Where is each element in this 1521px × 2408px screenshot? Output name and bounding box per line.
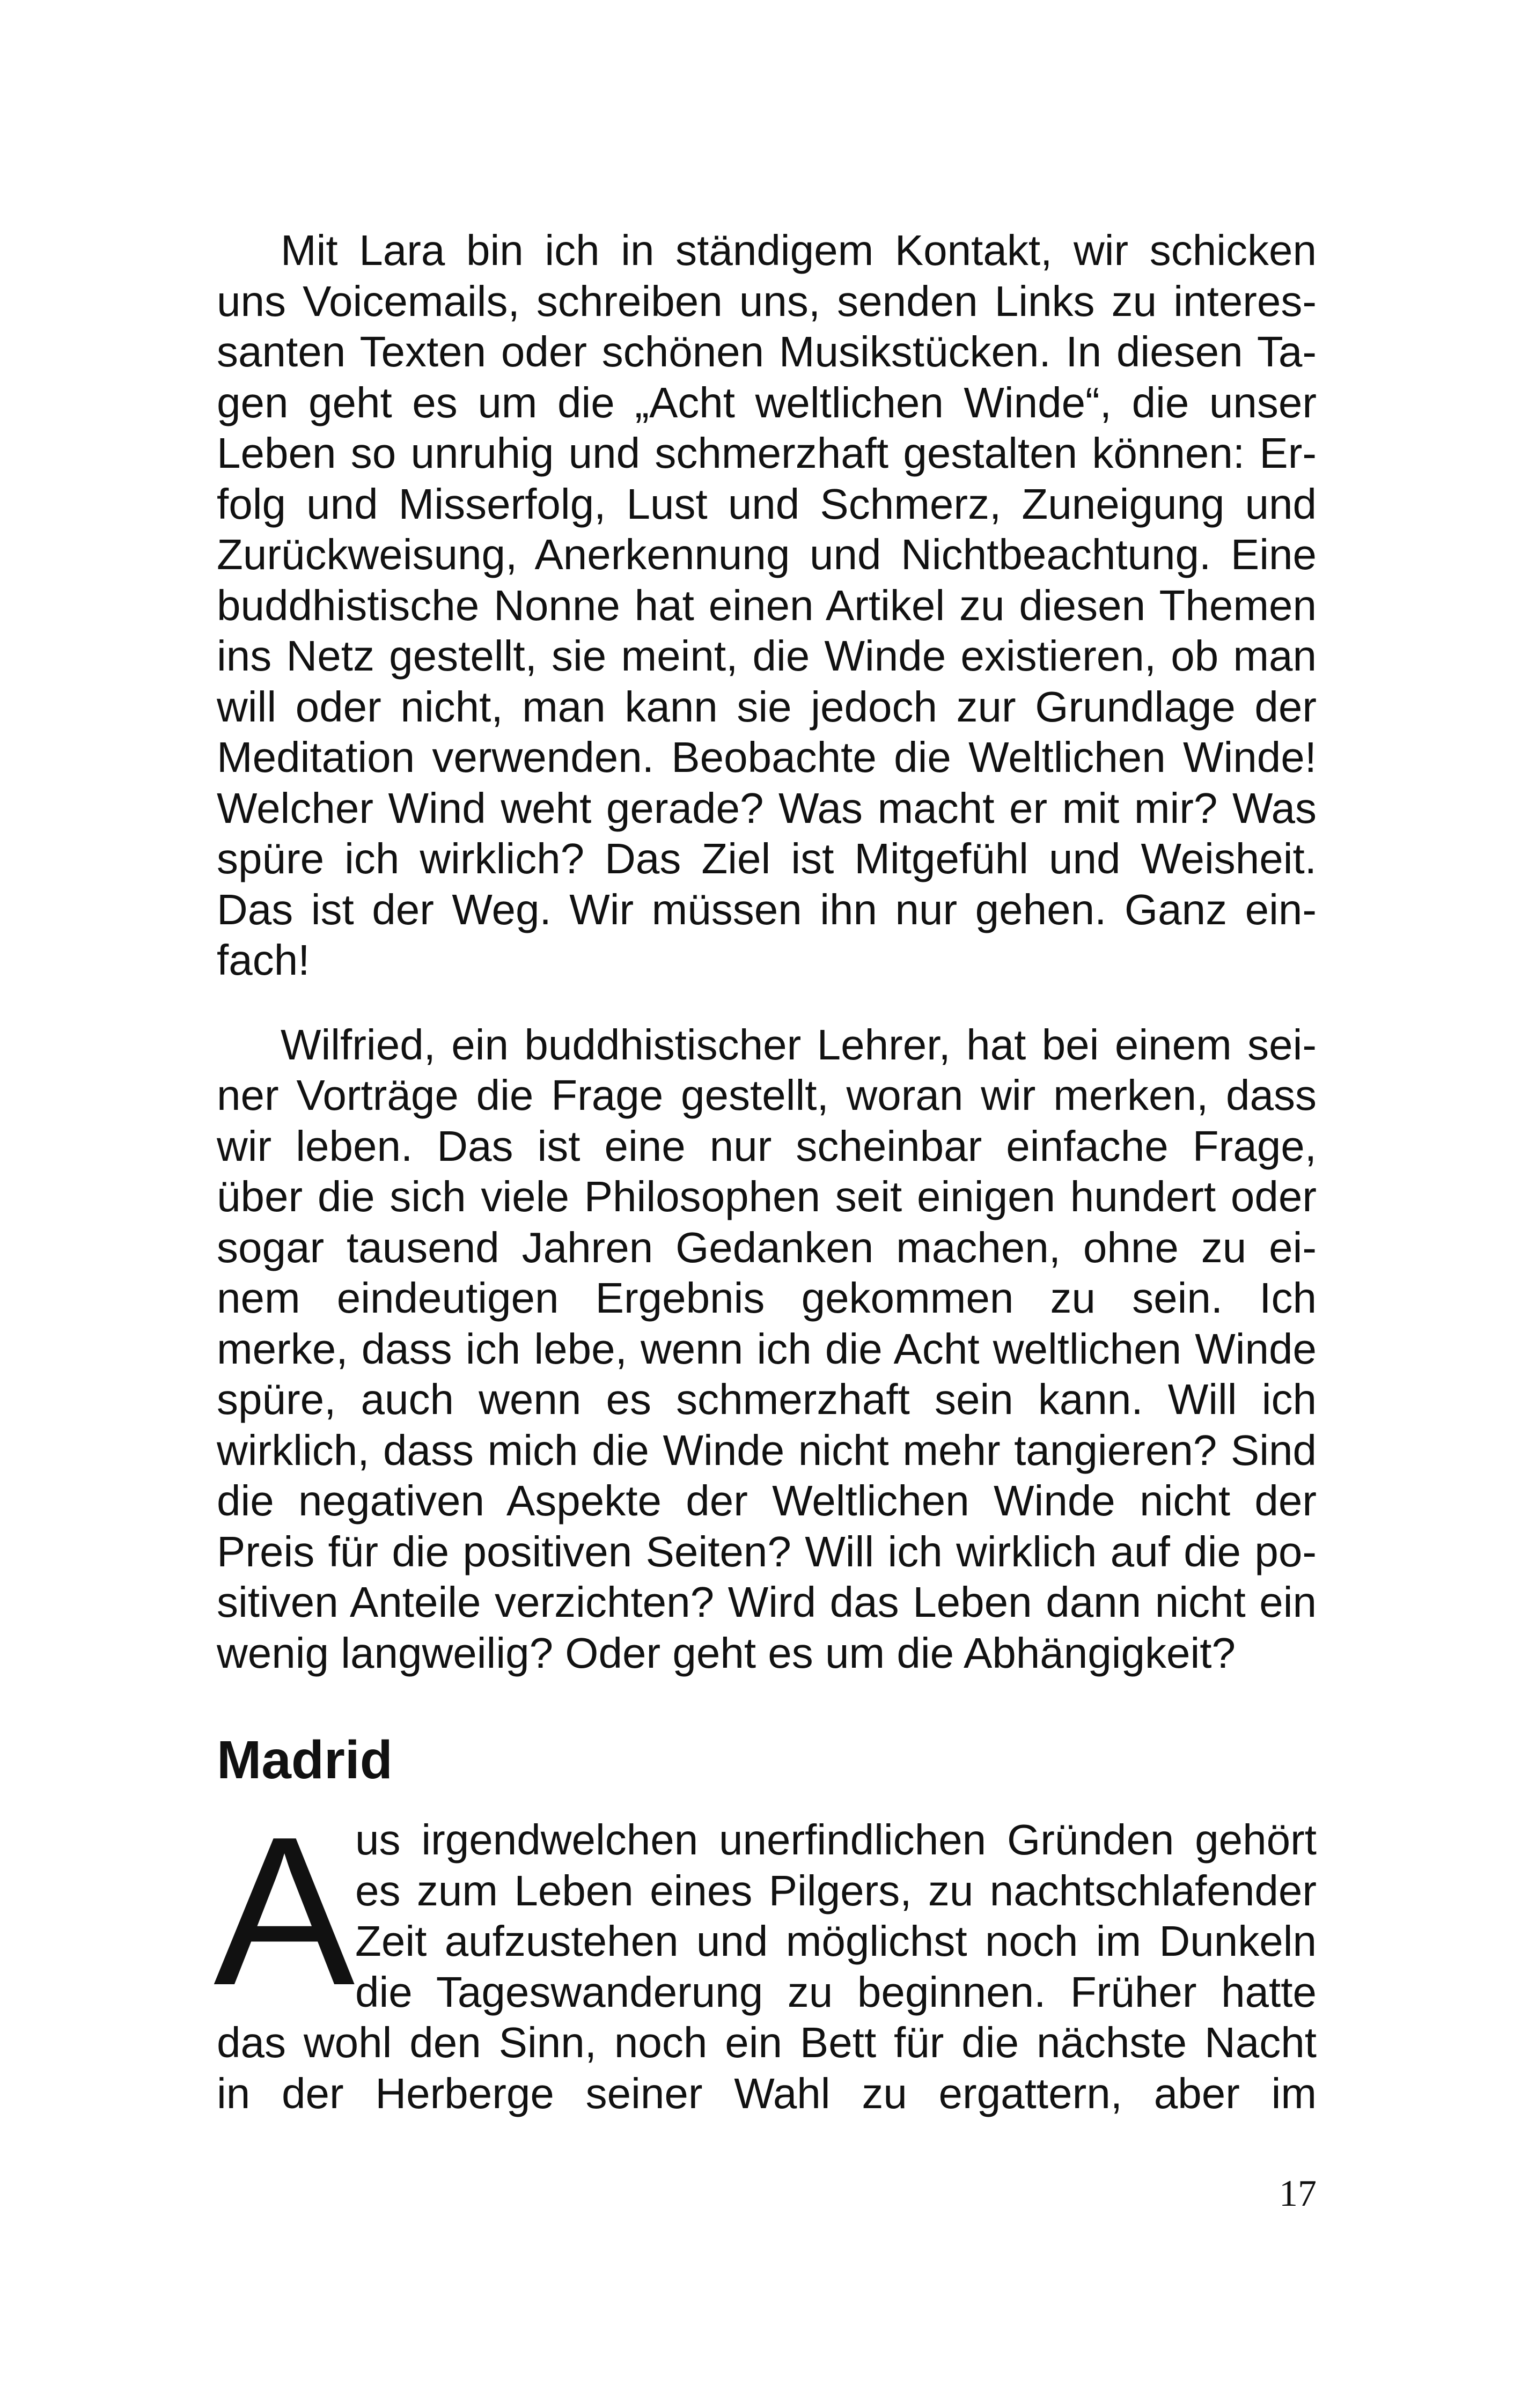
paragraph-lara-voicemails bbox=[217, 225, 1317, 986]
dropcap-block bbox=[214, 1792, 1317, 2029]
text-line: santen Texten oder schönen Musikstücken. In diesen Ta- bbox=[217, 328, 1317, 375]
text-line: ner Vorträge die Frage gestellt, woran wir merken, dass bbox=[217, 1071, 1317, 1119]
text-line: merke, dass ich lebe, wenn ich die Acht weltlichen Winde bbox=[217, 1324, 1317, 1373]
text-line: Wilfried, ein buddhistischer Lehrer, hat bei einem sei- bbox=[281, 1020, 1317, 1069]
section-heading: Madrid bbox=[217, 1730, 393, 1790]
text-line: sogar tausend Jahren Gedanken machen, ohne zu ei- bbox=[217, 1223, 1317, 1271]
text-line: Meditation verwenden. Beobachte die Weltlichen Winde! bbox=[217, 733, 1317, 781]
dropcap-lines bbox=[355, 1815, 1317, 2017]
text-line: gen geht es um die „Acht weltlichen Winde“, die unser bbox=[217, 378, 1317, 426]
text-line: folg und Misserfolg, Lust und Schmerz, Zuneigung und bbox=[217, 480, 1317, 528]
text-line: fach! bbox=[217, 936, 310, 984]
text-line: Welcher Wind weht gerade? Was macht er mit mir? Was bbox=[217, 784, 1317, 832]
text-line: in der Herberge seiner Wahl zu ergattern, aber im bbox=[217, 2069, 1317, 2117]
text-line: will oder nicht, man kann sie jedoch zur Grundlage der bbox=[217, 682, 1317, 731]
text-line: nem eindeutigen Ergebnis gekommen zu sein. Ich bbox=[217, 1274, 1317, 1322]
paragraph-wilfried-question bbox=[217, 1020, 1317, 1679]
text-line: us irgendwelchen unerfindlichen Gründen gehört bbox=[355, 1816, 1317, 1864]
text-line: buddhistische Nonne hat einen Artikel zu diesen Themen bbox=[217, 581, 1317, 629]
text-line: Das ist der Weg. Wir müssen ihn nur gehen. Ganz ein- bbox=[217, 885, 1317, 933]
paragraph-madrid-pilgrim bbox=[214, 1792, 1317, 2119]
drop-cap-letter: A bbox=[214, 1792, 355, 2029]
text-line: Zurückweisung, Anerkennung und Nichtbeachtung. Eine bbox=[217, 531, 1317, 578]
text-line: spüre ich wirklich? Das Ziel ist Mitgefühl und Weisheit. bbox=[217, 835, 1317, 882]
text-line: Preis für die positiven Seiten? Will ich wirklich auf die po- bbox=[217, 1527, 1317, 1575]
text-line: sitiven Anteile verzichten? Wird das Leben dann nicht ein bbox=[217, 1578, 1317, 1626]
text-line: Mit Lara bin ich in ständigem Kontakt, wir schicken bbox=[281, 226, 1317, 274]
page-body bbox=[214, 225, 1317, 2119]
text-line: wirklich, dass mich die Winde nicht mehr tangieren? Sind bbox=[217, 1426, 1317, 1474]
text-line: die negativen Aspekte der Weltlichen Winde nicht der bbox=[217, 1477, 1317, 1525]
text-line: das wohl den Sinn, noch ein Bett für die nächste Nacht bbox=[217, 2019, 1317, 2066]
text-line: wenig langweilig? Oder geht es um die Abhängigkeit? bbox=[217, 1629, 1236, 1677]
text-line: ins Netz gestellt, sie meint, die Winde existieren, ob man bbox=[217, 632, 1317, 680]
text-line: Leben so unruhig und schmerzhaft gestalten können: Er- bbox=[217, 429, 1317, 477]
text-line: spüre, auch wenn es schmerzhaft sein kann. Will ich bbox=[217, 1375, 1317, 1423]
text-line: Zeit aufzustehen und möglichst noch im Dunkeln bbox=[355, 1917, 1317, 1965]
text-line: es zum Leben eines Pilgers, zu nachtschlafender bbox=[355, 1866, 1317, 1914]
text-line: über die sich viele Philosophen seit einigen hundert oder bbox=[217, 1173, 1317, 1220]
text-line: uns Voicemails, schreiben uns, senden Links zu interes- bbox=[217, 277, 1317, 325]
text-line: wir leben. Das ist eine nur scheinbar einfache Frage, bbox=[217, 1122, 1317, 1170]
text-line: die Tageswanderung zu beginnen. Früher hatte bbox=[355, 1968, 1317, 2016]
page-number: 17 bbox=[1279, 2173, 1317, 2214]
